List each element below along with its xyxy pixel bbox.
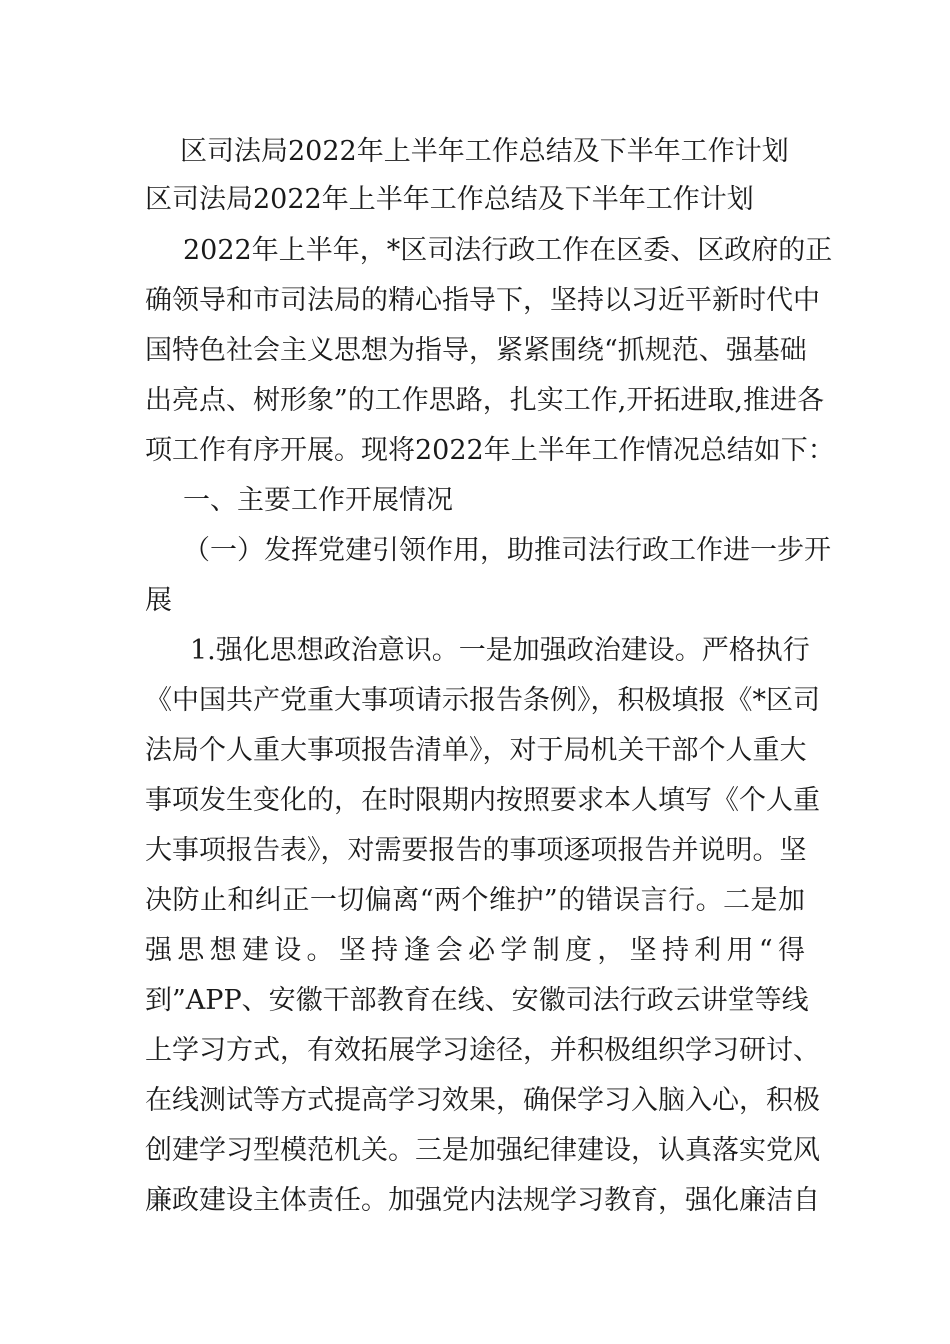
body-line: 事项发生变化的，在时限期内按照要求本人填写《个人重 <box>145 785 820 816</box>
intro-line: 项工作有序开展。现将2022年上半年工作情况总结如下： <box>145 435 835 466</box>
body-line: 上学习方式，有效拓展学习途径，并积极组织学习研讨、 <box>145 1035 820 1066</box>
body-line: 到”APP、安徽干部教育在线、安徽司法行政云讲堂等线 <box>145 985 809 1016</box>
section-heading: 一、主要工作开展情况 <box>183 485 453 516</box>
body-line: 强思想建设。坚持逢会必学制度，坚持利用“得 <box>145 935 805 966</box>
intro-line: 国特色社会主义思想为指导，紧紧围绕“抓规范、强基础 <box>145 335 807 366</box>
body-line: 在线测试等方式提高学习效果，确保学习入脑入心，积极 <box>145 1085 820 1116</box>
intro-line: 出亮点、树形象”的工作思路，扎实工作,开拓进取,推进各 <box>145 385 824 416</box>
document-title-repeat: 区司法局2022年上半年工作总结及下半年工作计划 <box>145 184 754 215</box>
body-line: 《中国共产党重大事项请示报告条例》，积极填报《*区司 <box>145 685 820 716</box>
body-line: 决防止和纠正一切偏离“两个维护”的错误言行。二是加 <box>145 885 805 916</box>
body-line: 1.强化思想政治意识。一是加强政治建设。严格执行 <box>190 635 810 666</box>
body-line: 廉政建设主体责任。加强党内法规学习教育，强化廉洁自 <box>145 1185 820 1216</box>
subsection-heading: 展 <box>145 585 172 616</box>
intro-line: 确领导和市司法局的精心指导下，坚持以习近平新时代中 <box>145 285 820 316</box>
body-line: 法局个人重大事项报告清单》，对于局机关干部个人重大 <box>145 735 807 766</box>
body-line: 创建学习型模范机关。三是加强纪律建设，认真落实党风 <box>145 1135 820 1166</box>
body-line: 大事项报告表》，对需要报告的事项逐项报告并说明。坚 <box>145 835 807 866</box>
document-title: 区司法局2022年上半年工作总结及下半年工作计划 <box>180 136 789 167</box>
subsection-heading: （一）发挥党建引领作用，助推司法行政工作进一步开 <box>183 535 831 566</box>
intro-line: 2022年上半年，*区司法行政工作在区委、区政府的正 <box>183 235 833 266</box>
